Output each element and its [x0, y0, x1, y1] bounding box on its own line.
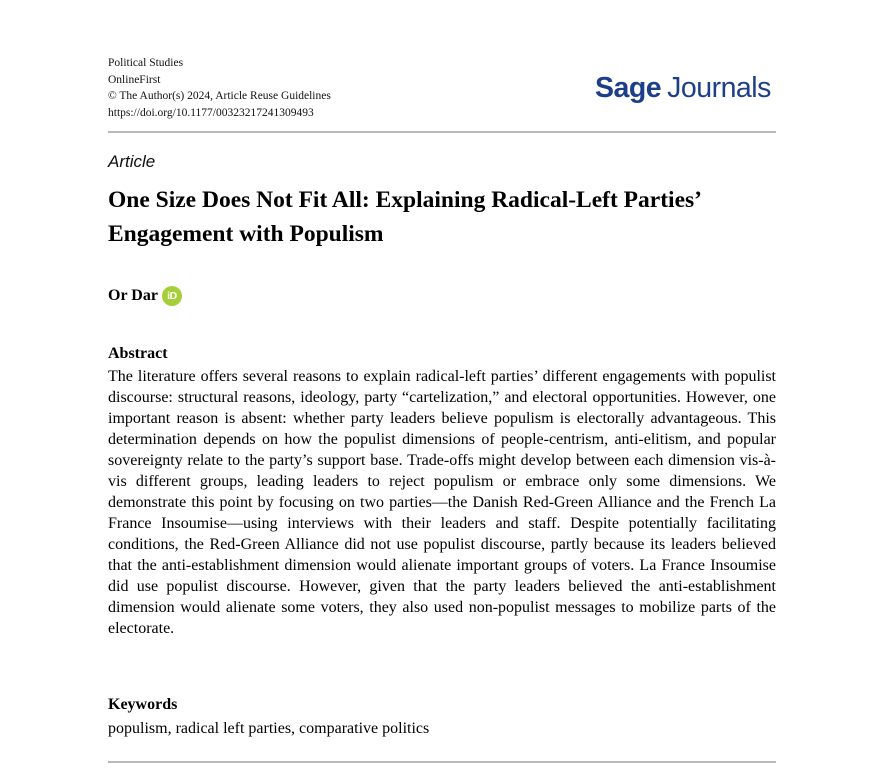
abstract-text: The literature offers several reasons to explain radical-left parties’ different engagements with populist discourse: structural reasons, ideology, party “cartelization,” and electoral opportunities. However, one important reason is absent: whether party leaders believe populism is electorally advantageous. This determination depends on how the populist dimensions of people-centrism, anti-elitism, and popular sovereignty relate to the party’s support base. Trade-offs might develop between each dimension vis-à-vis different groups, leading leaders to reject populism or embrace only some dimensions. We demonstrate this point by focusing on two parties—the Danish Red-Green Alliance and the French La France Insoumise—using interviews with their leaders and staff. Despite potentially facilitating conditions, the Red-Green Alliance did not use populist discourse, partly because its leaders believed that the anti-establishment dimension would alienate important groups of voters. La France Insoumise did use populist discourse. However, given that the party leaders believed the anti-establishment dimension would alienate some voters, they also used non-populist messages to mobilize parts of the electorate. [108, 368, 776, 637]
author-line [108, 286, 182, 306]
orcid-icon[interactable] [162, 286, 182, 306]
keywords-text: populism, radical left parties, comparative politics [108, 720, 430, 737]
journal-meta [108, 55, 331, 121]
keywords-heading: Keywords [108, 696, 178, 713]
article-title: One Size Does Not Fit All: Explaining Radical-Left Parties’ Engagement with Populism [108, 187, 701, 247]
article-type-label: Article [108, 152, 156, 171]
publication-status: OnlineFirst [108, 73, 161, 86]
brand-part-1: Sage [595, 72, 662, 104]
sage-journals-logo[interactable] [595, 70, 771, 106]
orcid-icon-label: iD [167, 290, 177, 302]
journal-name: Political Studies [108, 57, 184, 69]
author-name[interactable]: Or Dar [108, 287, 158, 304]
header-divider [108, 131, 776, 133]
doi-link[interactable]: https://doi.org/10.1177/00323217241309493 [108, 106, 314, 119]
copyright-line[interactable]: © The Author(s) 2024, Article Reuse Guidelines [108, 90, 331, 102]
abstract-heading: Abstract [108, 345, 168, 362]
brand-part-2: Journals [667, 72, 771, 104]
footer-divider [108, 761, 776, 763]
